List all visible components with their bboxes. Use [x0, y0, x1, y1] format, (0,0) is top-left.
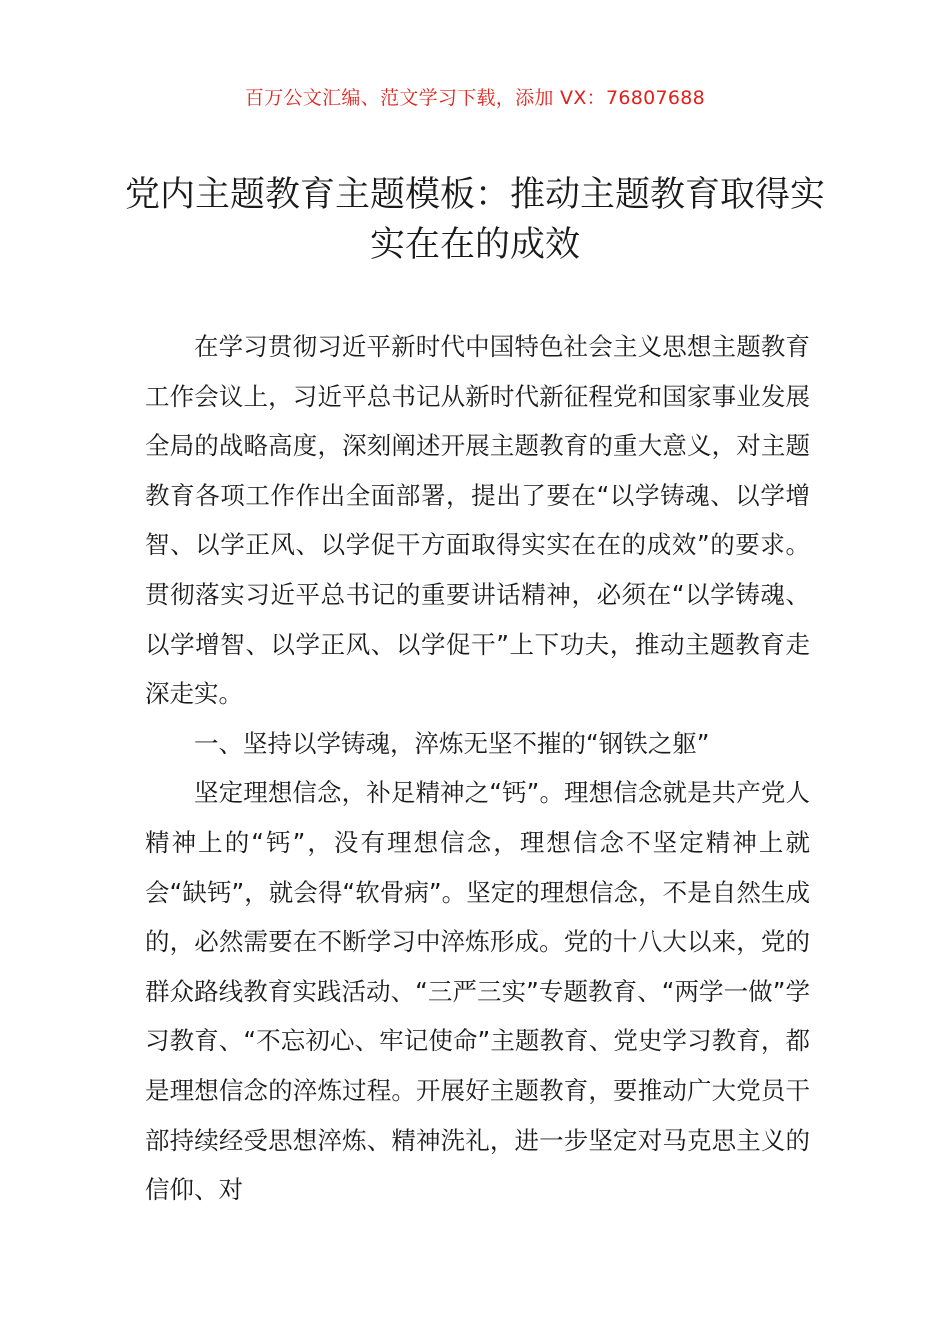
paragraph-intro: 在学习贯彻习近平新时代中国特色社会主义思想主题教育工作会议上，习近平总书记从新时代新征程党和国家事业发展全局的战略高度，深刻阐述开展主题教育的重大意义，对主题教育各项工作作出全面部署，提出了要在“以学铸魂、以学增智、以学正风、以学促干方面取得实实在在的成效”的要求。贯彻落实习近平总书记的重要讲话精神，必须在“以学铸魂、以学增智、以学正风、以学促干”上下功夫，推动主题教育走深走实。 [145, 332, 810, 709]
paragraph-section-1: 坚定理想信念，补足精神之“钙”。理想信念就是共产党人精神上的“钙”，没有理想信念，理想信念不坚定精神上就会“缺钙”，就会得“软骨病”。坚定的理想信念，不是自然生成的，必然需要在不断学习中淬炼形成。党的十八大以来，党的群众路线教育实践活动、“三严三实”专题教育、“两学一做”学习教育、“不忘初心、牢记使命”主题教育、党史学习教育，都是理想信念的淬炼过程。开展好主题教育，要推动广大党员干部持续经受思想淬炼、精神洗礼，进一步坚定对马克思主义的信仰、对 [145, 778, 810, 1205]
document-title: 党内主题教育主题模板：推动主题教育取得实实在在的成效 [124, 175, 825, 265]
document-body [145, 322, 810, 1215]
download-notice: 百万公文汇编、范文学习下载，添加 VX：76807688 [244, 87, 706, 109]
section-heading-1: 一、坚持以学铸魂，淬炼无坚不摧的“钢铁之躯” [194, 728, 710, 758]
